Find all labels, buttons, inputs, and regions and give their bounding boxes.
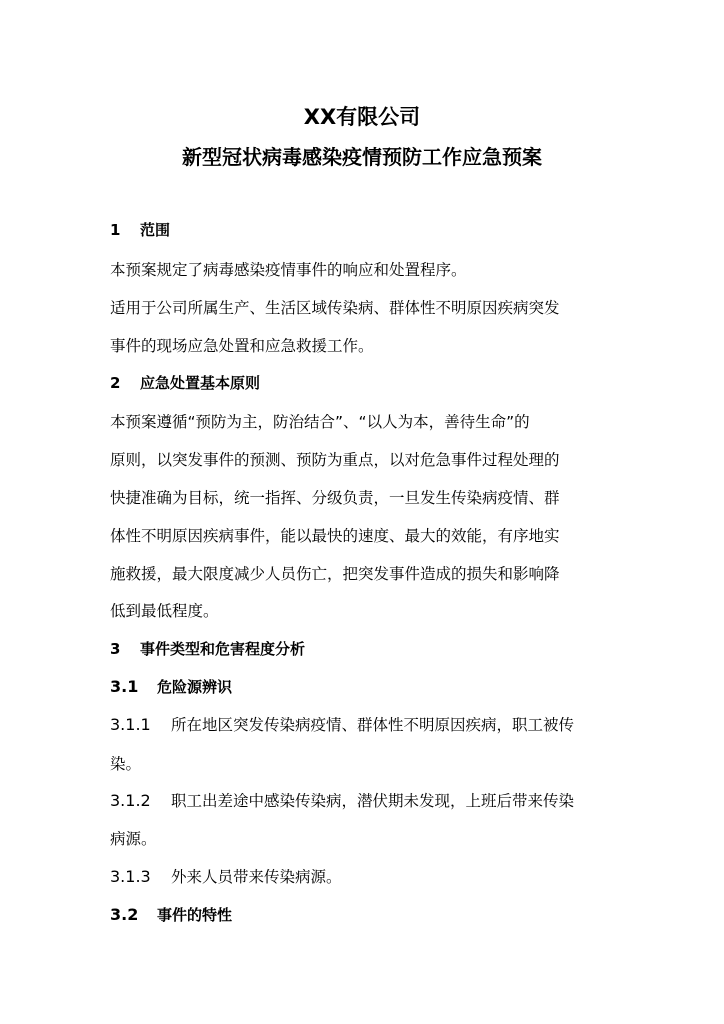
paragraph-line: 事件的现场应急处置和应急救援工作。 (110, 337, 374, 355)
paragraph-line: 适用于公司所属生产、生活区域传染病、群体性不明原因疾病突发 (110, 299, 560, 317)
subsection-title: 危险源辨识 (157, 678, 233, 696)
section-title: 范围 (140, 221, 171, 239)
section-heading-event-types (110, 637, 305, 661)
paragraph-line: 原则，以突发事件的预测、预防为重点，以对危急事件过程处理的 (110, 451, 560, 469)
item-number: 3.1.1 (110, 715, 151, 734)
subsection-title: 事件的特性 (157, 906, 233, 924)
item-text: 职工出差途中感染传染病，潜伏期未发现，上班后带来传染 (171, 792, 575, 810)
paragraph-line: 快捷准确为目标，统一指挥、分级负责，一旦发生传染病疫情、群 (110, 489, 560, 507)
section-heading-scope (110, 218, 170, 242)
numbered-item (110, 865, 342, 889)
section-heading-principles (110, 371, 260, 395)
paragraph-line: 本预案规定了病毒感染疫情事件的响应和处置程序。 (110, 261, 467, 279)
numbered-item (110, 713, 574, 737)
section-number: 2 (110, 374, 121, 392)
item-continuation: 病源。 (110, 830, 157, 848)
document-title: 新型冠状病毒感染疫情预防工作应急预案 (182, 145, 542, 169)
company-name: XX有限公司 (303, 105, 421, 129)
paragraph-line: 施救援，最大限度减少人员伤亡，把突发事件造成的损失和影响降 (110, 565, 560, 583)
item-text: 所在地区突发传染病疫情、群体性不明原因疾病，职工被传 (171, 716, 575, 734)
item-continuation: 染。 (110, 755, 142, 773)
item-number: 3.1.3 (110, 867, 151, 886)
section-title: 事件类型和危害程度分析 (140, 640, 306, 658)
subsection-heading-event-characteristics (110, 903, 232, 927)
item-text: 外来人员带来传染病源。 (171, 868, 342, 886)
section-title: 应急处置基本原则 (140, 374, 261, 392)
subsection-heading-hazard-identification (110, 675, 232, 699)
subsection-number: 3.1 (110, 677, 139, 696)
paragraph-line: 低到最低程度。 (110, 602, 219, 620)
item-number: 3.1.2 (110, 791, 151, 810)
numbered-item (110, 789, 574, 813)
paragraph-line: 体性不明原因疾病事件，能以最快的速度、最大的效能，有序地实 (110, 527, 560, 545)
subsection-number: 3.2 (110, 905, 139, 924)
paragraph-line: 本预案遵循“预防为主，防治结合”、“以人为本，善待生命”的 (110, 413, 530, 431)
section-number: 1 (110, 221, 121, 239)
section-number: 3 (110, 640, 121, 658)
